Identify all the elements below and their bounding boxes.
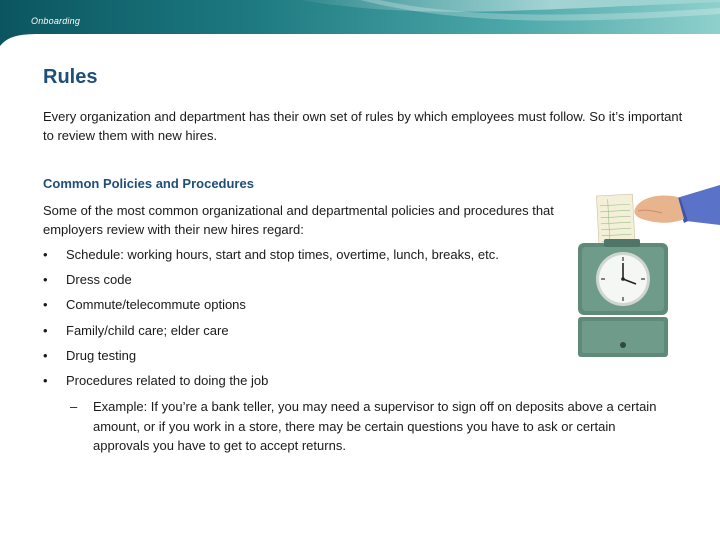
sub-bullet-example <box>70 397 675 456</box>
bullet-text: Commute/telecommute options <box>66 297 246 313</box>
bullet-item-commute <box>43 296 499 321</box>
section-heading: Common Policies and Procedures <box>43 176 254 191</box>
bullet-text: Schedule: working hours, start and stop times, overtime, lunch, breaks, etc. <box>66 247 499 262</box>
time-clock-photo <box>576 185 720 357</box>
bullet-item-schedule <box>43 246 499 271</box>
bullet-text: Family/child care; elder care <box>66 322 229 338</box>
header-band <box>0 0 720 70</box>
intro-paragraph: Every organization and department has their own set of rules by which employees must follow. So it’s important to review them with new hires. <box>43 109 683 143</box>
section-intro: Some of the most common organizational and departmental policies and procedures that employers review with their new hires regard: <box>43 203 554 237</box>
bullet-text: Drug testing <box>66 347 137 363</box>
hand-icon <box>634 185 720 225</box>
bullet-marker: • <box>43 247 48 262</box>
slide-title: Rules <box>43 66 98 88</box>
bullet-text: Dress code <box>66 272 132 288</box>
bullet-item-drug-testing <box>43 347 499 372</box>
bullet-item-procedures <box>43 372 499 397</box>
bullet-marker: • <box>43 372 48 388</box>
header-label: Onboarding <box>31 16 81 26</box>
bullet-marker: • <box>43 322 48 338</box>
header-wave-decoration <box>0 0 720 70</box>
bullet-text: Procedures related to doing the job <box>66 372 269 388</box>
bullet-marker: • <box>43 347 48 363</box>
time-clock-icon <box>578 239 668 357</box>
sub-bullet-text: Example: If you’re a bank teller, you may need a supervisor to sign off on deposits above a certain amount, or if you work in a store, there may be certain questions you have to ask or certain approvals you have to get to accept returns. <box>93 399 657 453</box>
bullet-item-dress-code <box>43 271 499 296</box>
bullet-item-family-care <box>43 322 499 347</box>
bullet-marker: • <box>43 272 48 288</box>
bullet-list <box>43 246 499 397</box>
bullet-marker: • <box>43 297 48 313</box>
sub-bullet-marker: – <box>70 399 78 414</box>
